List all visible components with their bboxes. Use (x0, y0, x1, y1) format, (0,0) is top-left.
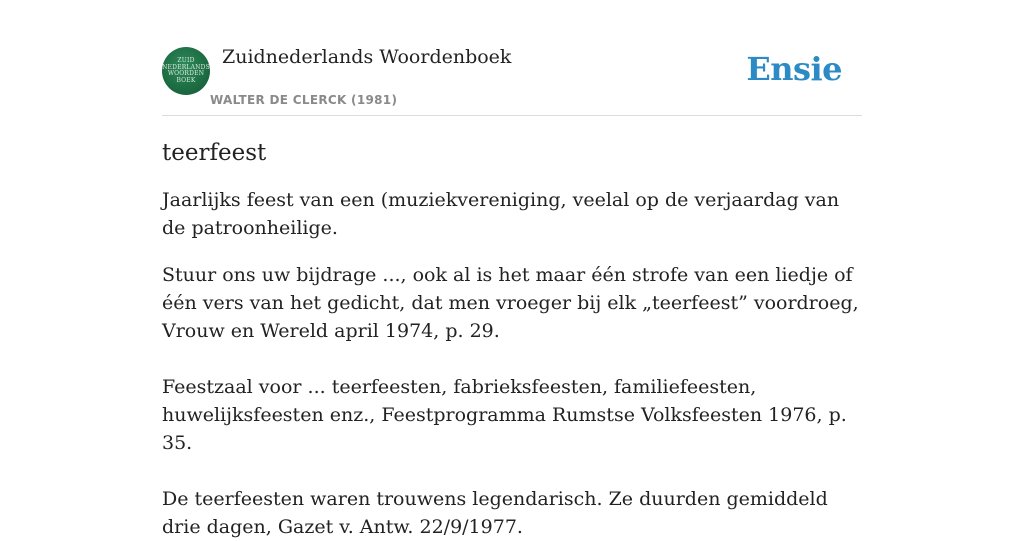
definition: Jaarlijks feest van een (muziekvereniging, veelal op de verjaardag van de patroonheilige. (162, 189, 840, 239)
example-quote: Feestzaal voor ... teerfeesten, fabrieksfeesten, familiefeesten, huwelijksfeesten enz., Feestprogramma Rumstse Volksfeesten 1976, p. 35. (162, 376, 847, 454)
logo-line: WOORDEN (167, 70, 205, 77)
logo-line: NEDERLANDS (162, 63, 210, 71)
example-quote: De teerfeesten waren trouwens legendarisch. Ze duurden gemiddeld drie dagen, Gazet v. Antw. 22/9/1977. (162, 488, 828, 538)
logo-line: ZUID (177, 57, 195, 64)
logo-line: BOEK (176, 76, 196, 84)
brand-logo[interactable]: Ensie (746, 50, 842, 88)
headword: teerfeest (162, 140, 267, 166)
book-cover-logo[interactable] (162, 47, 210, 95)
book-title[interactable]: Zuidnederlands Woordenboek (222, 46, 512, 68)
author-label: WALTER DE CLERCK (1981) (210, 93, 398, 107)
example-quote: Stuur ons uw bijdrage ..., ook al is het maar één strofe van een liedje of één vers van het gedicht, dat men vroeger bij elk „teerfeest” voordroeg, Vrouw en Wereld april 1974, p. 29. (162, 264, 859, 342)
page (162, 0, 862, 541)
header (162, 46, 862, 116)
